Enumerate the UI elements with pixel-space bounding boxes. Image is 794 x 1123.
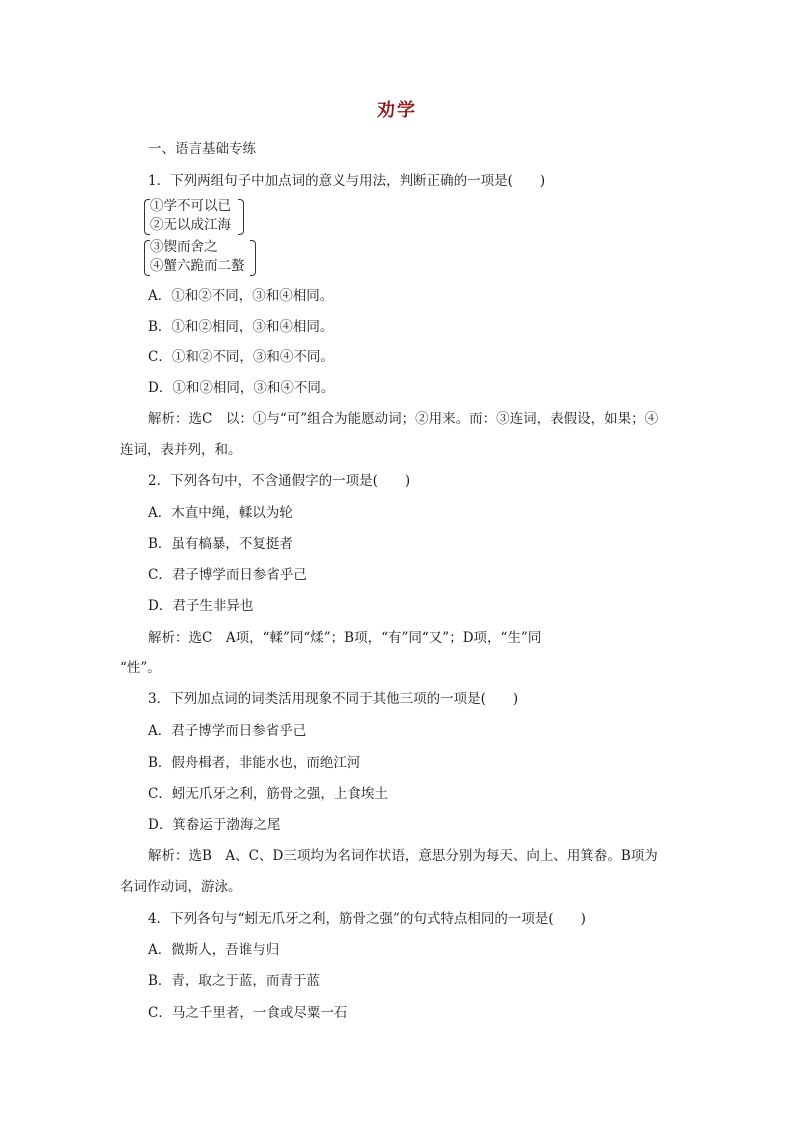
section-heading: 一、语言基础专练 [148,141,256,157]
right-brace [250,240,256,276]
q1-sentence-3: ③锲而舍之 [150,239,218,255]
q4-option-b: B．青，取之于蓝，而青于蓝 [148,973,320,989]
page-title: 劝学 [377,100,417,121]
q4-option-a: A．微斯人，吾谁与归 [148,942,280,958]
q1-analysis: 解析：选C 以：①与“可”组合为能愿动词；②用来。而：③连词，表假设，如果；④ [148,411,659,427]
q2-option-b: B．虽有槁暴，不复挺者 [148,536,293,552]
q3-analysis: 解析：选B A、C、D三项均为名词作状语，意思分别为每天、向上、用箕畚。B项为 [148,848,658,864]
q2-analysis: 解析：选C A项，“輮”同“煣”；B项，“有”同“又”；D项，“生”同 [148,630,542,646]
q2-option-c: C．君子博学而日参省乎己 [148,567,307,583]
right-brace [238,199,244,235]
q1-option-c: C．①和②不同，③和④不同。 [148,349,334,365]
q3-option-d: D．箕畚运于渤海之尾 [148,817,281,833]
q1-analysis-cont: 连词，表并列，和。 [120,442,242,458]
q1-option-b: B．①和②相同，③和④相同。 [148,319,334,335]
q4-option-c: C．马之千里者，一食或尽粟一石 [148,1005,348,1021]
q3-option-b: B．假舟楫者，非能水也，而绝江河 [148,755,361,771]
q1-option-d: D．①和②相同，③和④不同。 [148,380,335,396]
question-3-stem: 3．下列加点词的词类活用现象不同于其他三项的一项是( ) [148,691,519,707]
q1-sentence-4: ④蟹六跪而二螯 [150,258,245,274]
q1-sentence-1: ①学不可以已 [150,198,231,214]
q2-analysis-cont: “性”。 [120,660,161,676]
q3-option-a: A．君子博学而日参省乎己 [148,723,307,739]
question-1-stem: 1．下列两组句子中加点词的意义与用法，判断正确的一项是( ) [148,173,546,189]
q3-option-c: C．蚓无爪牙之利，筋骨之强，上食埃土 [148,786,388,802]
q1-sentence-group-2 [144,238,264,278]
q1-sentence-group-1 [144,197,264,237]
question-4-stem: 4．下列各句与“蚓无爪牙之利，筋骨之强”的句式特点相同的一项是( ) [148,911,586,927]
q2-option-d: D．君子生非异也 [148,598,254,614]
q1-sentence-2: ②无以成江海 [150,217,231,233]
q1-option-a: A．①和②不同，③和④相同。 [148,288,334,304]
question-2-stem: 2．下列各句中，不含通假字的一项是( ) [148,473,411,489]
q2-option-a: A．木直中绳，輮以为轮 [148,505,293,521]
q3-analysis-cont: 名词作动词，游泳。 [120,879,242,895]
